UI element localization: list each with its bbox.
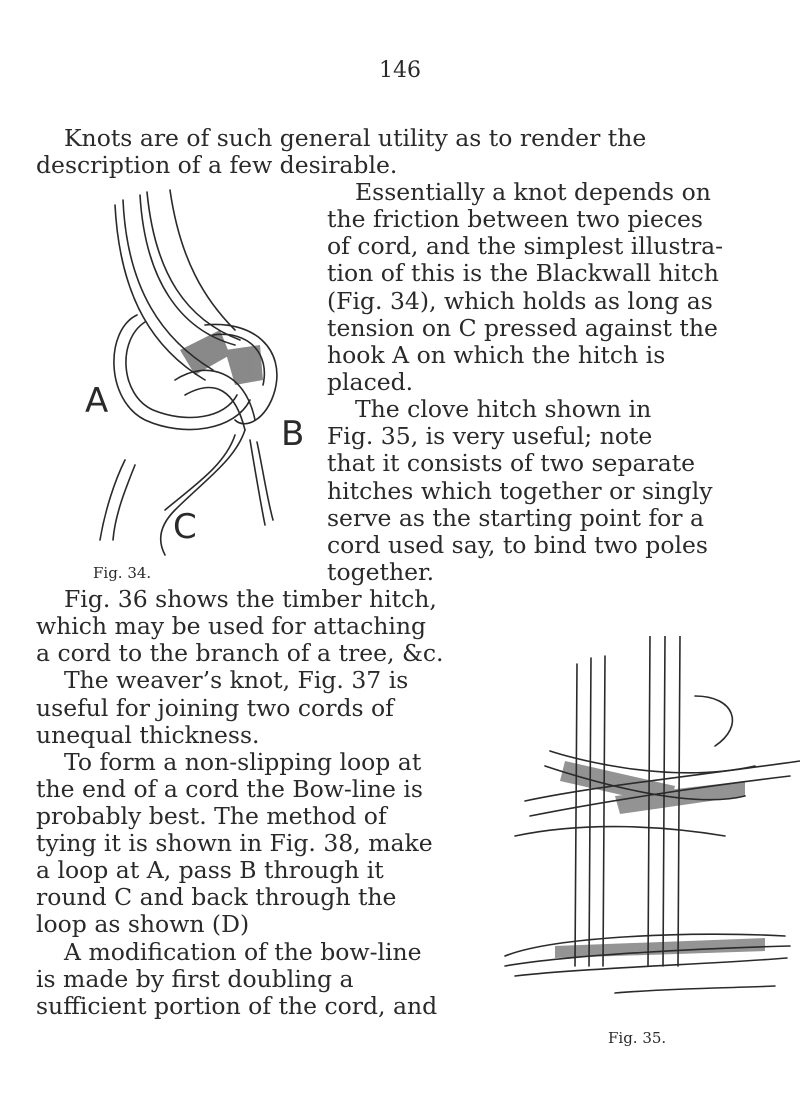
text-line: Knots are of such general utility as to render the — [64, 124, 647, 152]
text-line: serve as the starting point for a — [327, 504, 705, 532]
text-line: sufficient portion of the cord, and — [36, 992, 438, 1020]
text-line: a loop at A, pass B through it — [36, 856, 384, 884]
text-line: probably best. The method of — [36, 802, 387, 830]
text-line: of cord, and the simplest illustra- — [327, 232, 724, 260]
text-line: loop as shown (D) — [36, 910, 250, 938]
text-line: The weaver’s knot, Fig. 37 is — [64, 666, 409, 694]
text-line: To form a non-slipping loop at — [64, 748, 422, 776]
label-c: C — [173, 507, 197, 547]
text-line: is made by first doubling a — [36, 965, 354, 993]
text-line: the friction between two pieces — [327, 205, 703, 233]
label-a: A — [85, 381, 109, 421]
fig35-caption: Fig. 35. — [608, 1029, 667, 1047]
text-line: the end of a cord the Bow-line is — [36, 775, 423, 803]
text-line: Fig. 35, is very useful; note — [327, 422, 653, 450]
text-line: The clove hitch shown in — [355, 395, 652, 423]
text-line: unequal thickness. — [36, 721, 260, 749]
text-line: tying it is shown in Fig. 38, make — [36, 829, 433, 857]
text-line: hook A on which the hitch is — [327, 341, 666, 369]
text-line: that it consists of two separate — [327, 449, 696, 477]
blackwall-hitch-illustration — [85, 180, 310, 565]
text-line: tion of this is the Blackwall hitch — [327, 259, 719, 287]
text-line: useful for joining two cords of — [36, 694, 394, 722]
text-line: which may be used for attaching — [36, 612, 427, 640]
text-line: tension on C pressed against the — [327, 314, 718, 342]
text-line: a cord to the branch of a tree, &c. — [36, 639, 444, 667]
text-line: Fig. 36 shows the timber hitch, — [64, 585, 437, 613]
text-line: placed. — [327, 368, 414, 396]
text-line: description of a few desirable. — [36, 151, 398, 179]
text-line: A modification of the bow-line — [64, 938, 422, 966]
clove-hitch-illustration — [495, 636, 800, 1020]
text-line: together. — [327, 558, 435, 586]
text-line: Essentially a knot depends on — [355, 178, 711, 206]
page-number: 146 — [379, 58, 421, 83]
fig34-caption: Fig. 34. — [93, 564, 152, 582]
label-b: B — [281, 414, 305, 454]
text-line: hitches which together or singly — [327, 477, 713, 505]
text-line: (Fig. 34), which holds as long as — [327, 287, 713, 315]
text-line: round C and back through the — [36, 883, 397, 911]
text-line: cord used say, to bind two poles — [327, 531, 708, 559]
